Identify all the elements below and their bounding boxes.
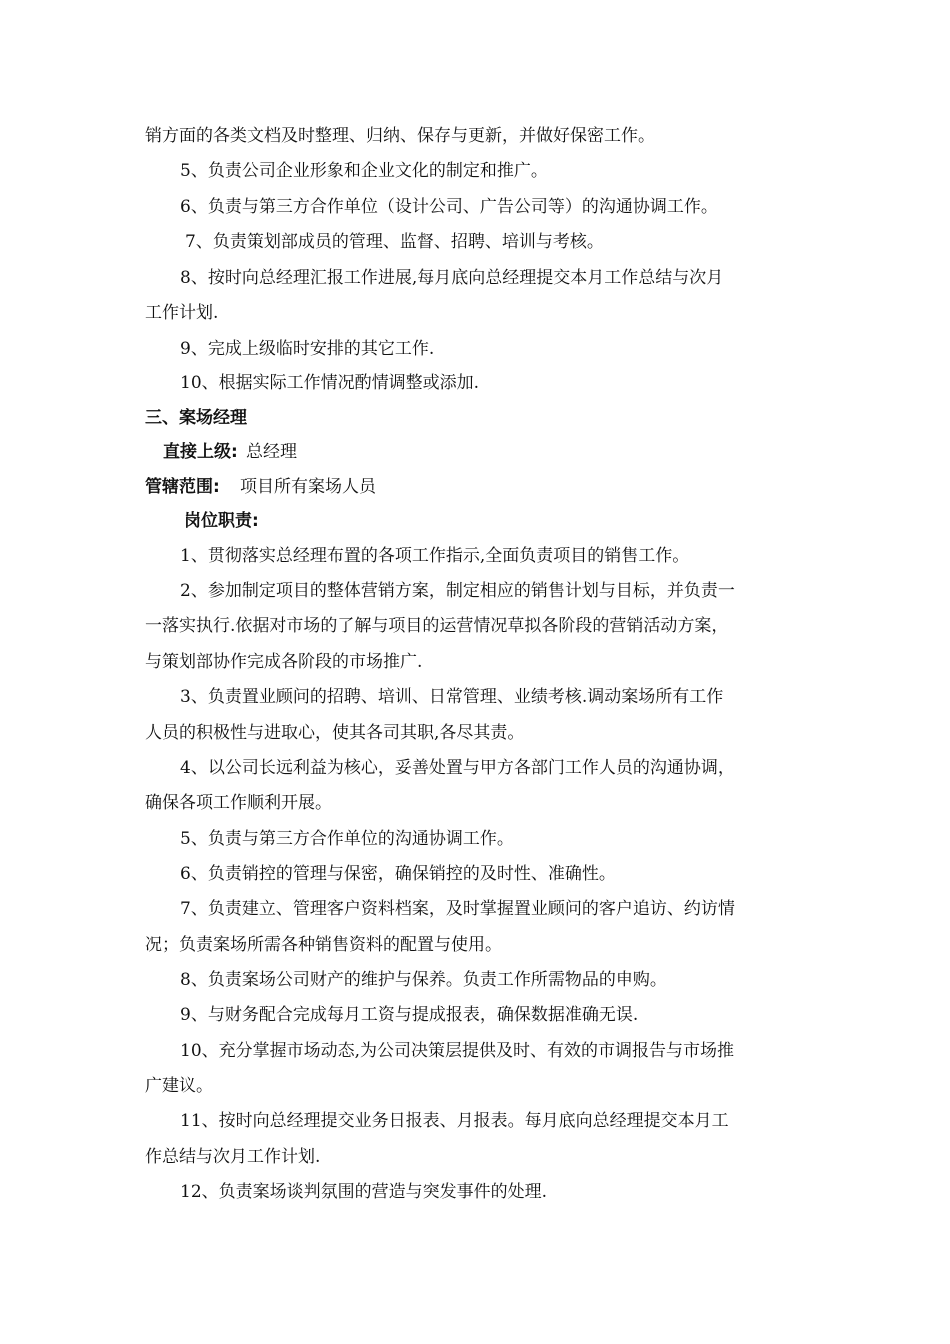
list-item-8: 8、按时向总经理汇报工作进展,每月底向总经理提交本月工作总结与次月 <box>180 268 724 288</box>
list-item-10b: 10、充分掌握市场动态,为公司决策层提供及时、有效的市调报告与市场推 <box>180 1041 735 1061</box>
duties-heading: 岗位职责: <box>184 511 259 531</box>
paragraph-line: 况；负责案场所需各种销售资料的配置与使用。 <box>145 935 502 955</box>
section-heading: 三、案场经理 <box>145 408 247 428</box>
paragraph-line: 与策划部协作完成各阶段的市场推广. <box>145 652 423 672</box>
paragraph-line: 确保各项工作顺利开展。 <box>145 793 332 813</box>
direct-superior-label: 直接上级: <box>163 442 238 462</box>
list-item-7: 7、负责策划部成员的管理、监督、招聘、培训与考核。 <box>185 232 604 252</box>
paragraph-line: 作总结与次月工作计划. <box>145 1147 321 1167</box>
list-item-3: 3、负责置业顾问的招聘、培训、日常管理、业绩考核.调动案场所有工作 <box>180 687 724 707</box>
direct-superior-value: 总经理 <box>246 442 297 462</box>
list-item-8b: 8、负责案场公司财产的维护与保养。负责工作所需物品的申购。 <box>180 970 667 990</box>
list-item-11: 11、按时向总经理提交业务日报表、月报表。每月底向总经理提交本月工 <box>180 1111 729 1131</box>
paragraph-line: 广建议。 <box>145 1076 213 1096</box>
paragraph-line: 工作计划. <box>145 303 219 323</box>
paragraph-line: 一落实执行.依据对市场的了解与项目的运营情况草拟各阶段的营销活动方案， <box>145 616 729 636</box>
list-item-9b: 9、与财务配合完成每月工资与提成报表，确保数据准确无误. <box>180 1005 639 1025</box>
list-item-2: 2、参加制定项目的整体营销方案，制定相应的销售计划与目标，并负责一 <box>180 581 735 601</box>
list-item-5: 5、负责公司企业形象和企业文化的制定和推广。 <box>180 161 548 181</box>
list-item-5b: 5、负责与第三方合作单位的沟通协调工作。 <box>180 829 514 849</box>
scope-value: 项目所有案场人员 <box>240 477 376 497</box>
list-item-6b: 6、负责销控的管理与保密，确保销控的及时性、准确性。 <box>180 864 616 884</box>
list-item-6: 6、负责与第三方合作单位（设计公司、广告公司等）的沟通协调工作。 <box>180 197 718 217</box>
list-item-7b: 7、负责建立、管理客户资料档案，及时掌握置业顾问的客户追访、约访情 <box>180 899 735 919</box>
scope-label: 管辖范围: <box>145 477 220 497</box>
list-item-10: 10、根据实际工作情况酌情调整或添加. <box>180 373 480 393</box>
list-item-1: 1、贯彻落实总经理布置的各项工作指示,全面负责项目的销售工作。 <box>180 546 690 566</box>
list-item-12: 12、负责案场谈判氛围的营造与突发事件的处理. <box>180 1182 548 1202</box>
paragraph-line: 人员的积极性与进取心，使其各司其职,各尽其责。 <box>145 723 525 743</box>
list-item-9: 9、完成上级临时安排的其它工作. <box>180 339 435 359</box>
paragraph-line: 销方面的各类文档及时整理、归纳、保存与更新，并做好保密工作。 <box>145 126 655 146</box>
list-item-4: 4、以公司长远利益为核心，妥善处置与甲方各部门工作人员的沟通协调， <box>180 758 735 778</box>
